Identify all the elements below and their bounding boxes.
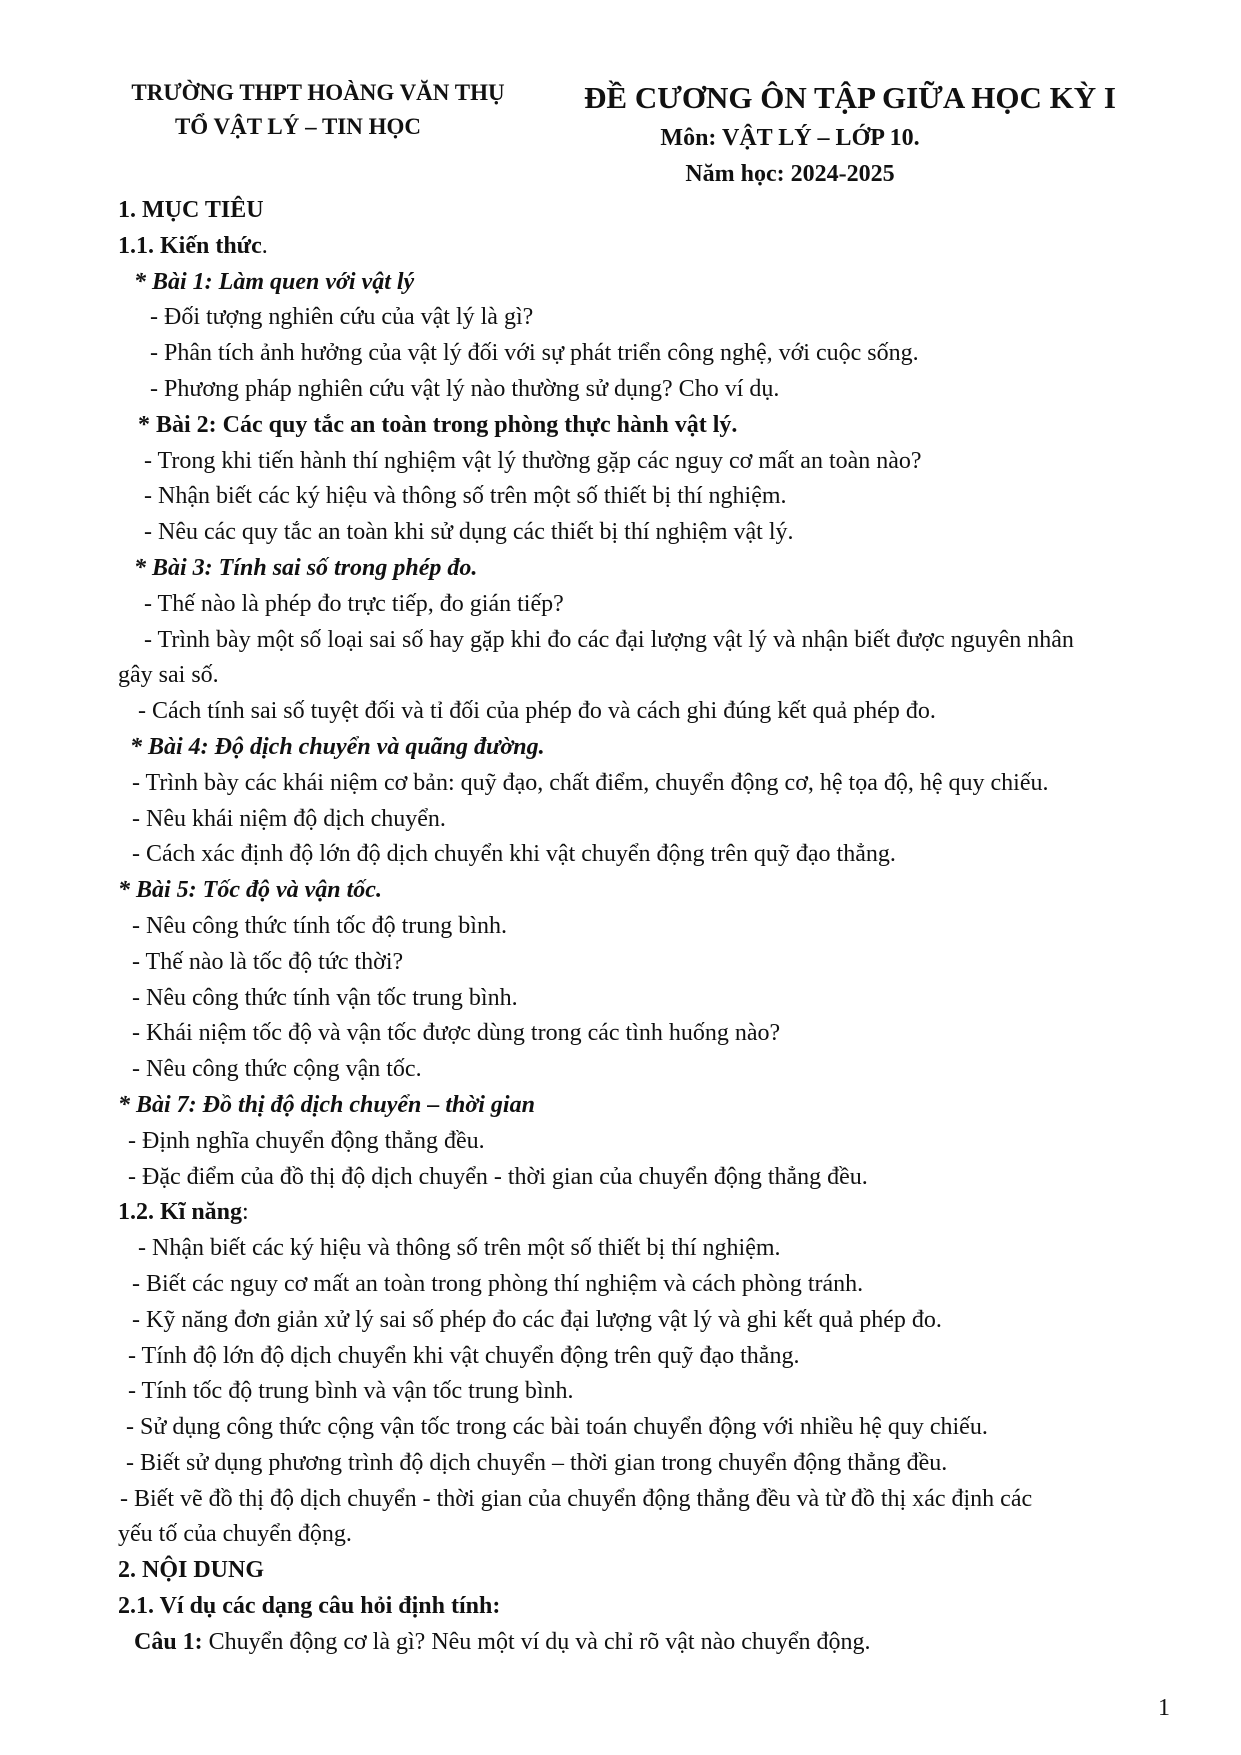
text-line: [118, 1482, 1178, 1518]
line-text: - Thế nào là tốc độ tức thời?: [132, 948, 404, 975]
line-text: - Trình bày các khái niệm cơ bản: quỹ đạo, chất điểm, chuyển động cơ, hệ tọa độ, hệ quy chiếu.: [132, 769, 1049, 796]
text-line: [118, 694, 1178, 730]
line-text: * Bài 4: Độ dịch chuyển và quãng đường.: [130, 733, 545, 760]
school-name: TRƯỜNG THPT HOÀNG VĂN THỤ: [131, 80, 505, 105]
line-text: - Phương pháp nghiên cứu vật lý nào thường sử dụng? Cho ví dụ.: [150, 375, 780, 402]
text-line: [118, 515, 1178, 551]
text-line: [118, 444, 1178, 480]
line-text: 2. NỘI DUNG: [118, 1557, 265, 1584]
line-text: - Nêu các quy tắc an toàn khi sử dụng các thiết bị thí nghiệm vật lý.: [144, 519, 794, 546]
line-text: * Bài 5: Tốc độ và vận tốc.: [118, 877, 382, 904]
text-line: [118, 587, 1178, 623]
department-name: TỔ VẬT LÝ – TIN HỌC: [174, 114, 422, 139]
text-line: [118, 1339, 1178, 1375]
text-line: [118, 1231, 1178, 1267]
line-text: * Bài 2: Các quy tắc an toàn trong phòng thực hành vật lý.: [138, 411, 738, 438]
text-line: [118, 1016, 1178, 1052]
text-line: [118, 265, 1178, 301]
text-line: [118, 1195, 1178, 1231]
text-line: [118, 945, 1178, 981]
line-text: 1. MỤC TIÊU: [118, 197, 264, 223]
text-line: [118, 623, 1178, 659]
line-suffix: :: [242, 1199, 249, 1226]
text-line: [118, 551, 1178, 587]
text-line: [118, 300, 1178, 336]
text-line: [118, 336, 1178, 372]
line-text: - Tính tốc độ trung bình và vận tốc trung bình.: [128, 1378, 574, 1405]
text-line: [118, 1124, 1178, 1160]
text-line: [118, 909, 1178, 945]
text-line: [118, 658, 1178, 694]
line-text: yếu tố của chuyển động.: [118, 1521, 352, 1548]
text-line: [118, 1446, 1178, 1482]
subject-line: Môn: VẬT LÝ – LỚP 10.: [660, 125, 920, 151]
text-line: [118, 873, 1178, 909]
line-text: * Bài 1: Làm quen với vật lý: [134, 268, 415, 295]
text-line: [118, 730, 1178, 766]
line-text: - Cách xác định độ lớn độ dịch chuyển khi vật chuyển động trên quỹ đạo thẳng.: [132, 841, 896, 868]
text-line: [118, 479, 1178, 515]
line-text: - Biết vẽ đồ thị độ dịch chuyển - thời gian của chuyển động thẳng đều và từ đồ thị xác định các: [120, 1485, 1033, 1512]
line-text: - Đối tượng nghiên cứu của vật lý là gì?: [150, 304, 534, 331]
text-line: [118, 1553, 1178, 1589]
text-line: [118, 1267, 1178, 1303]
line-text: - Biết các nguy cơ mất an toàn trong phòng thí nghiệm và cách phòng tránh.: [132, 1270, 864, 1297]
line-text: - Định nghĩa chuyển động thẳng đều.: [128, 1127, 485, 1154]
text-line: [118, 1410, 1178, 1446]
text-line: [118, 372, 1178, 408]
line-text: * Bài 3: Tính sai số trong phép đo.: [134, 554, 478, 581]
line-text: - Đặc điểm của đồ thị độ dịch chuyển - thời gian của chuyển động thẳng đều.: [128, 1163, 868, 1190]
line-text: - Nêu công thức tính tốc độ trung bình.: [132, 912, 507, 939]
line-text: - Cách tính sai số tuyệt đối và tỉ đối của phép đo và cách ghi đúng kết quả phép đo.: [138, 698, 936, 725]
line-text: - Trong khi tiến hành thí nghiệm vật lý thường gặp các nguy cơ mất an toàn nào?: [144, 447, 922, 474]
text-line: [118, 193, 1178, 229]
line-text: - Khái niệm tốc độ và vận tốc được dùng trong các tình huống nào?: [132, 1020, 781, 1047]
line-text: 2.1. Ví dụ các dạng câu hỏi định tính:: [118, 1593, 501, 1620]
line-text: - Phân tích ảnh hưởng của vật lý đối với sự phát triển công nghệ, với cuộc sống.: [150, 340, 919, 367]
text-line: [118, 981, 1178, 1017]
line-text: - Nêu khái niệm độ dịch chuyển.: [132, 805, 446, 832]
text-line: [118, 1052, 1178, 1088]
line-text: gây sai số.: [118, 662, 219, 689]
line-text: - Thế nào là phép đo trực tiếp, đo gián tiếp?: [144, 590, 564, 617]
line-text: - Sử dụng công thức cộng vận tốc trong các bài toán chuyển động với nhiều hệ quy chiếu.: [126, 1414, 988, 1441]
document-body: [118, 193, 1178, 1661]
line-text: * Bài 7: Đồ thị độ dịch chuyển – thời gian: [118, 1091, 535, 1118]
text-line: [118, 1160, 1178, 1196]
text-line: [118, 229, 1178, 265]
line-text: - Nhận biết các ký hiệu và thông số trên một số thiết bị thí nghiệm.: [138, 1235, 781, 1262]
text-line: [118, 1088, 1178, 1124]
line-text: 1.1. Kiến thức: [118, 232, 262, 259]
line-text: - Biết sử dụng phương trình độ dịch chuyển – thời gian trong chuyển động thẳng đều.: [126, 1449, 948, 1476]
text-line: [118, 1625, 1178, 1661]
line-text: - Nêu công thức cộng vận tốc.: [132, 1056, 422, 1083]
school-year: Năm học: 2024-2025: [685, 161, 895, 187]
question-label: Câu 1:: [134, 1628, 203, 1655]
text-line: [118, 837, 1178, 873]
line-text: - Nêu công thức tính vận tốc trung bình.: [132, 984, 518, 1011]
line-text: - Tính độ lớn độ dịch chuyển khi vật chuyển động trên quỹ đạo thẳng.: [128, 1342, 800, 1369]
line-text: - Kỹ năng đơn giản xử lý sai số phép đo các đại lượng vật lý và ghi kết quả phép đo.: [132, 1306, 942, 1333]
question-text: Chuyển động cơ là gì? Nêu một ví dụ và chỉ rõ vật nào chuyển động.: [202, 1628, 871, 1655]
line-text: - Trình bày một số loại sai số hay gặp khi đo các đại lượng vật lý và nhận biết được nguyên nhân: [144, 626, 1074, 653]
text-line: [118, 766, 1178, 802]
text-line: [118, 1517, 1178, 1553]
text-line: [118, 1374, 1178, 1410]
line-text: - Nhận biết các ký hiệu và thông số trên một số thiết bị thí nghiệm.: [144, 483, 787, 510]
line-suffix: .: [261, 232, 268, 259]
line-text: 1.2. Kĩ năng: [118, 1199, 243, 1226]
text-line: [118, 1303, 1178, 1339]
page-number: 1: [1158, 1695, 1170, 1721]
document-header: [550, 76, 1150, 192]
text-line: [118, 1589, 1178, 1625]
document-title: ĐỀ CƯƠNG ÔN TẬP GIỮA HỌC KỲ I: [584, 80, 1116, 115]
text-line: [118, 408, 1178, 444]
text-line: [118, 802, 1178, 838]
